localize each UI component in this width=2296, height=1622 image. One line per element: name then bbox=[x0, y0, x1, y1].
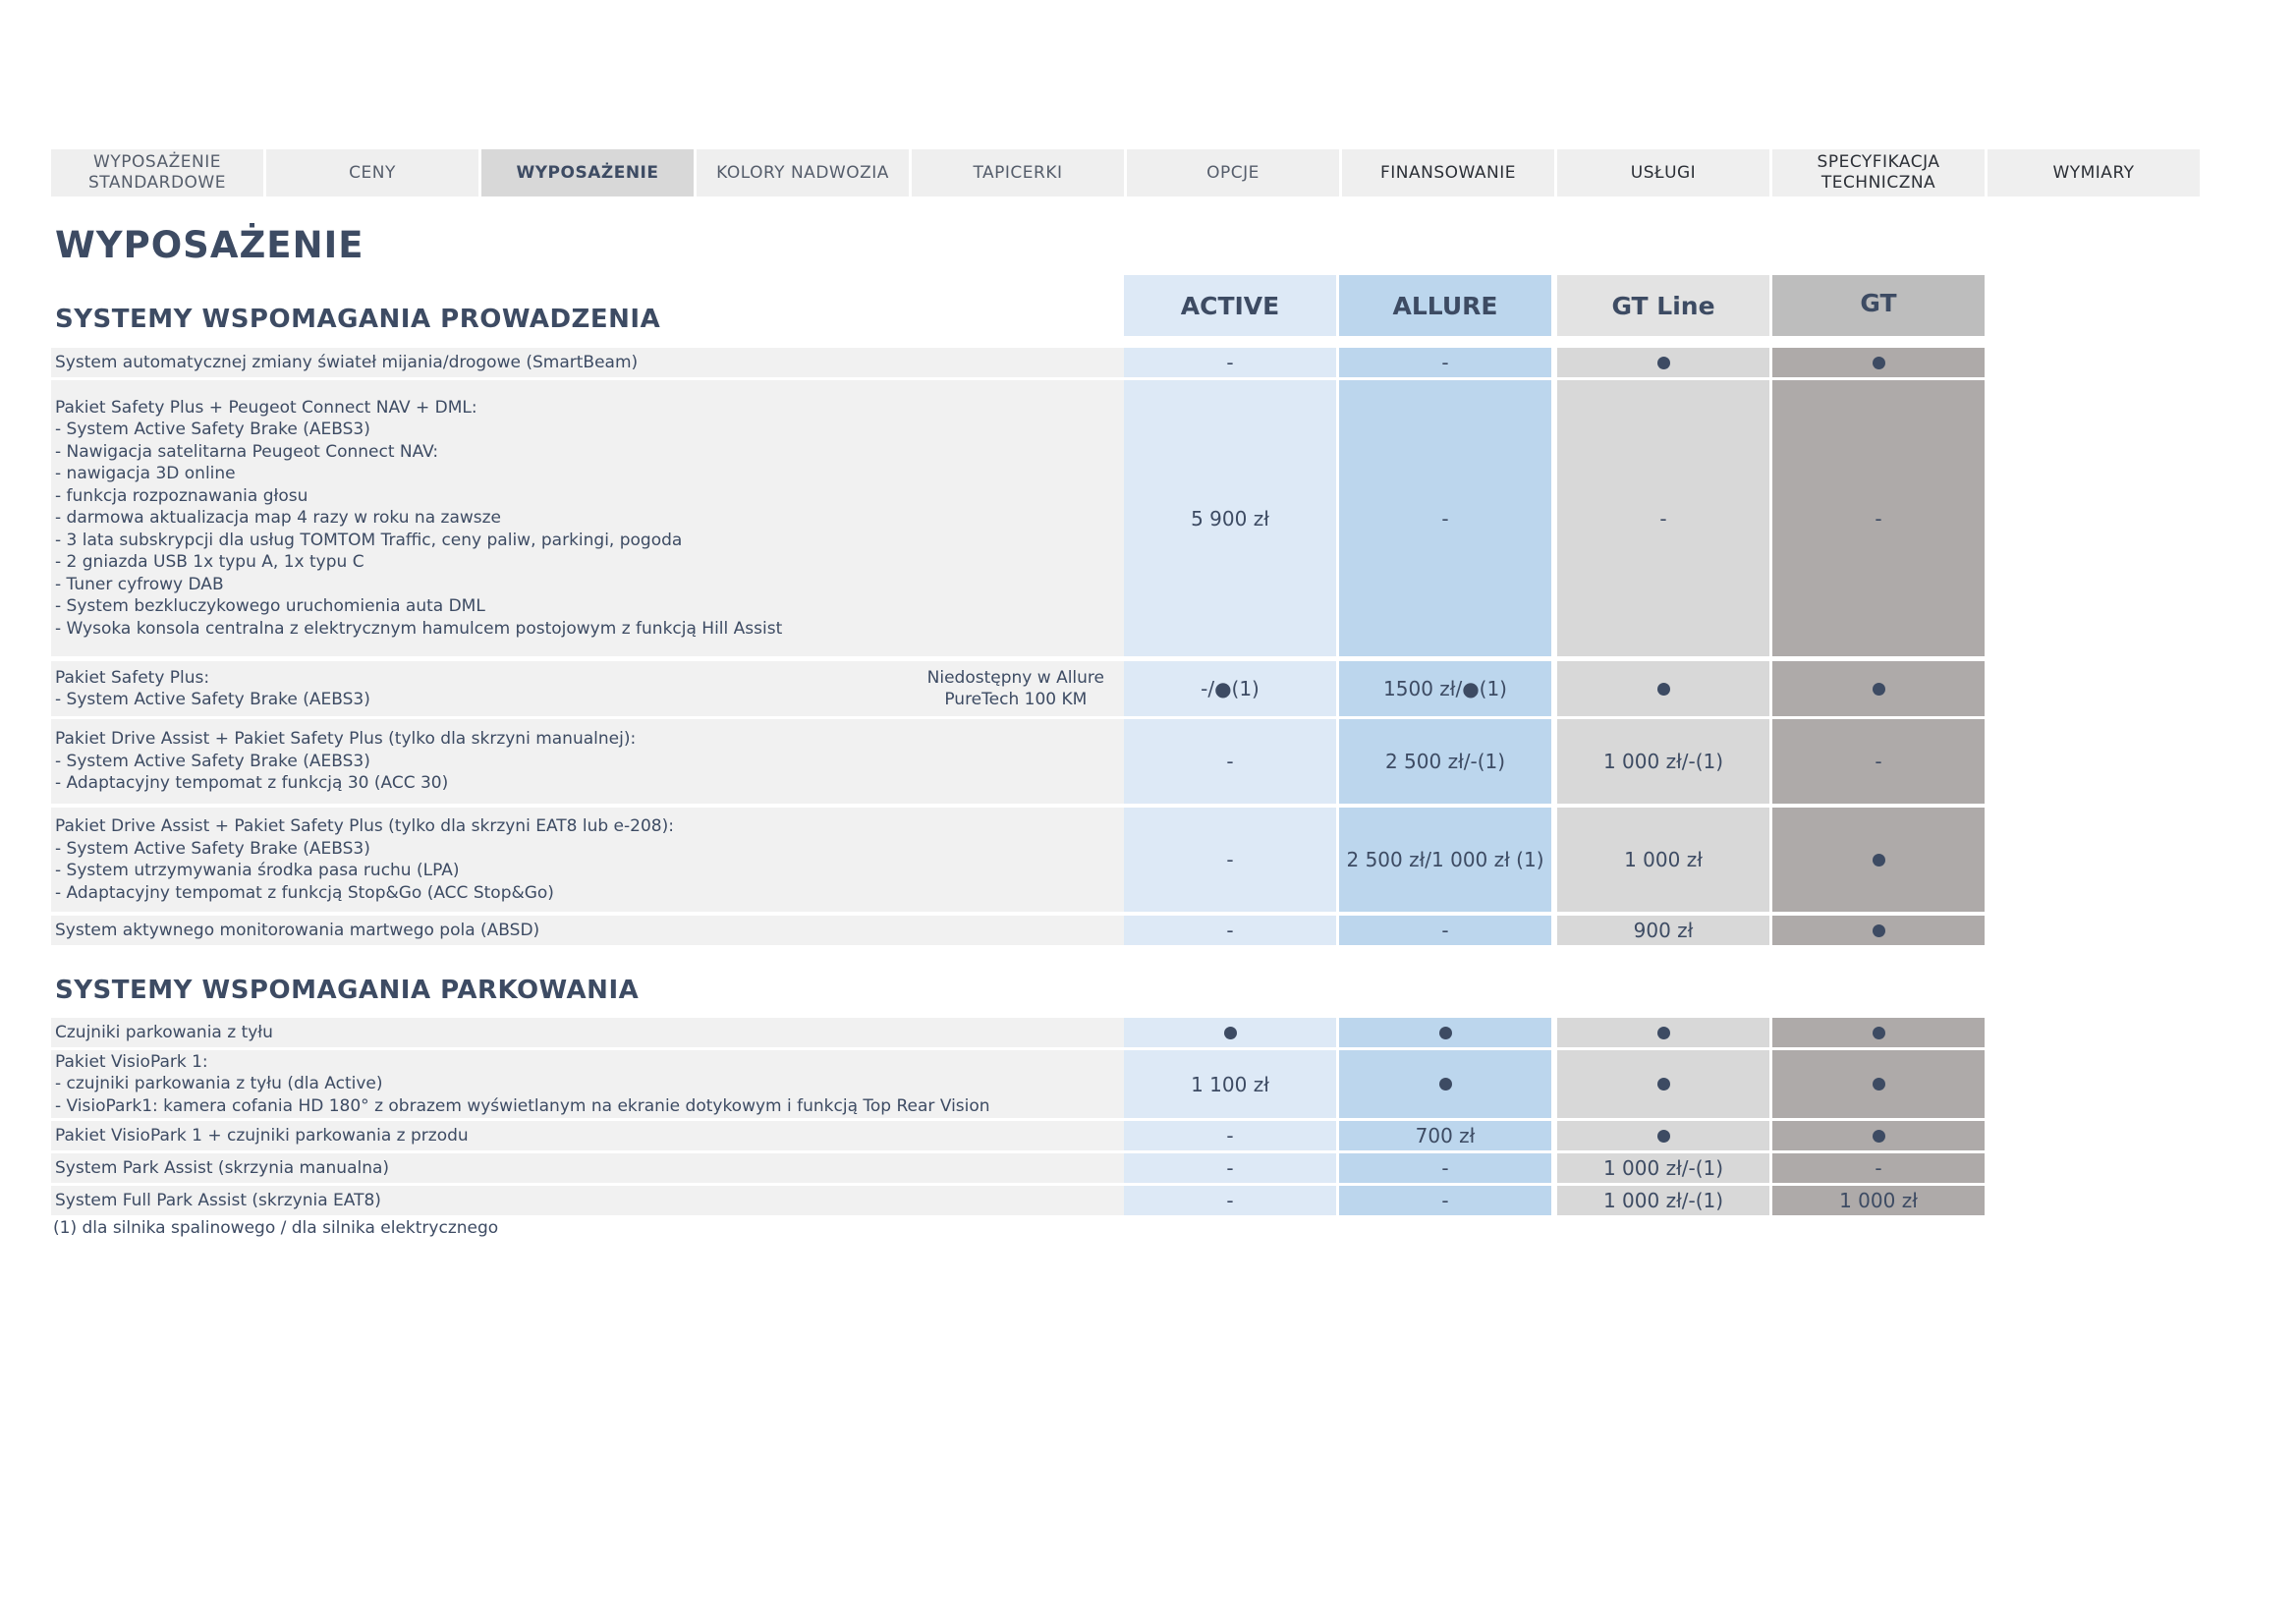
cell-allure: - bbox=[1339, 1153, 1551, 1183]
included-dot-icon bbox=[1873, 1027, 1885, 1039]
cell-gt bbox=[1772, 808, 1985, 912]
column-header-active: ACTIVE bbox=[1124, 275, 1336, 336]
cell-allure bbox=[1339, 1050, 1551, 1118]
included-dot-icon bbox=[1657, 683, 1670, 696]
row-label-line: - System Active Safety Brake (AEBS3) bbox=[55, 690, 370, 709]
cell-gt-line bbox=[1557, 1121, 1769, 1150]
cell-active: - bbox=[1124, 1121, 1336, 1150]
included-dot-icon bbox=[1873, 357, 1885, 369]
cell-gt-line bbox=[1557, 1018, 1769, 1047]
row-label-line: - czujniki parkowania z tyłu (dla Active) bbox=[55, 1074, 383, 1094]
row-label-line: Czujniki parkowania z tyłu bbox=[55, 1022, 273, 1042]
cell-gt-line bbox=[1557, 1050, 1769, 1118]
row-label bbox=[51, 1121, 1124, 1150]
row-label bbox=[51, 808, 1124, 912]
row-label-line: System Park Assist (skrzynia manualna) bbox=[55, 1157, 390, 1178]
row-label-line: System automatycznej zmiany świateł mijania/drogowe (SmartBeam) bbox=[55, 352, 639, 372]
cell-gt: - bbox=[1772, 719, 1985, 804]
cell-gt-line bbox=[1557, 348, 1769, 377]
included-dot-icon bbox=[1439, 1027, 1452, 1039]
included-dot-icon bbox=[1657, 1130, 1670, 1143]
cell-allure: - bbox=[1339, 1186, 1551, 1215]
row-label-line: - System utrzymywania środka pasa ruchu (LPA) bbox=[55, 861, 460, 880]
row-label bbox=[51, 719, 1124, 804]
row-label-line: - 2 gniazda USB 1x typu A, 1x typu C bbox=[55, 552, 364, 573]
row-label bbox=[51, 1153, 1124, 1183]
cell-gt bbox=[1772, 916, 1985, 945]
row-label bbox=[51, 1186, 1124, 1215]
table-row bbox=[51, 1121, 2006, 1150]
cell-gt bbox=[1772, 661, 1985, 716]
row-label-line: Pakiet Drive Assist + Pakiet Safety Plus (tylko dla skrzyni manualnej): bbox=[55, 729, 637, 750]
row-label-line: - System Active Safety Brake (AEBS3) bbox=[55, 838, 370, 859]
row-label-line: - Nawigacja satelitarna Peugeot Connect NAV: bbox=[55, 441, 439, 462]
cell-allure: - bbox=[1339, 380, 1551, 656]
footnote: (1) dla silnika spalinowego / dla silnika elektrycznego bbox=[53, 1218, 499, 1238]
column-header-gt: GT bbox=[1772, 275, 1985, 336]
cell-allure: 700 zł bbox=[1339, 1121, 1551, 1150]
row-label-line: - System Active Safety Brake (AEBS3) bbox=[55, 419, 370, 440]
tab-uslugi[interactable]: USŁUGI bbox=[1557, 149, 1769, 196]
cell-allure: 2 500 zł/1 000 zł (1) bbox=[1339, 808, 1551, 912]
cell-active: - bbox=[1124, 808, 1336, 912]
table-row bbox=[51, 916, 2006, 945]
row-label-line: Pakiet Drive Assist + Pakiet Safety Plus (tylko dla skrzyni EAT8 lub e-208): bbox=[55, 816, 674, 836]
table-row bbox=[51, 661, 2006, 716]
row-label-line: Pakiet Safety Plus: bbox=[55, 667, 210, 688]
availability-note: Niedostępny w Allure PureTech 100 KM bbox=[926, 668, 1104, 709]
cell-allure: - bbox=[1339, 348, 1551, 377]
cell-allure: 1500 zł/●(1) bbox=[1339, 661, 1551, 716]
cell-gt bbox=[1772, 1050, 1985, 1118]
row-label bbox=[51, 380, 1124, 656]
row-label-line: - System bezkluczykowego uruchomienia auta DML bbox=[55, 596, 485, 617]
cell-allure bbox=[1339, 1018, 1551, 1047]
cell-active: - bbox=[1124, 916, 1336, 945]
cell-gt: - bbox=[1772, 1153, 1985, 1183]
table-row bbox=[51, 348, 2006, 377]
row-label-line: - Adaptacyjny tempomat z funkcją 30 (ACC 30) bbox=[55, 773, 449, 794]
row-label-line: Pakiet VisioPark 1: bbox=[55, 1051, 208, 1072]
row-label bbox=[51, 661, 1124, 716]
page-title: WYPOSAŻENIE bbox=[55, 224, 364, 266]
column-header-gt-line: GT Line bbox=[1557, 275, 1769, 336]
row-label-line: - Tuner cyfrowy DAB bbox=[55, 574, 224, 594]
included-dot-icon bbox=[1224, 1027, 1237, 1039]
tab-wyposazenie[interactable]: WYPOSAŻENIE bbox=[481, 149, 694, 196]
cell-allure: - bbox=[1339, 916, 1551, 945]
cell-gt-line: 1 000 zł/-(1) bbox=[1557, 719, 1769, 804]
tab-wymiary[interactable]: WYMIARY bbox=[1988, 149, 2200, 196]
included-dot-icon bbox=[1657, 1027, 1670, 1039]
column-header-allure: ALLURE bbox=[1339, 275, 1551, 336]
cell-gt-line bbox=[1557, 661, 1769, 716]
table-row bbox=[51, 1186, 2006, 1215]
tab-opcje[interactable]: OPCJE bbox=[1127, 149, 1339, 196]
row-label-line: - VisioPark1: kamera cofania HD 180° z obrazem wyświetlanym na ekranie dotykowym i funkcją Top Rear Vision bbox=[55, 1095, 990, 1116]
table-row bbox=[51, 808, 2006, 912]
row-label bbox=[51, 916, 1124, 945]
cell-active: - bbox=[1124, 348, 1336, 377]
cell-active: - bbox=[1124, 719, 1336, 804]
cell-gt-line: 1 000 zł/-(1) bbox=[1557, 1153, 1769, 1183]
cell-active: 5 900 zł bbox=[1124, 380, 1336, 656]
table-row bbox=[51, 1153, 2006, 1183]
included-dot-icon bbox=[1873, 683, 1885, 696]
row-label-line: - Wysoka konsola centralna z elektrycznym hamulcem postojowym z funkcją Hill Assist bbox=[55, 618, 783, 639]
row-label-line: System Full Park Assist (skrzynia EAT8) bbox=[55, 1190, 381, 1210]
row-label bbox=[51, 1018, 1124, 1047]
table-row bbox=[51, 380, 2006, 656]
cell-allure: 2 500 zł/-(1) bbox=[1339, 719, 1551, 804]
included-dot-icon bbox=[1439, 1078, 1452, 1091]
cell-gt-line: 900 zł bbox=[1557, 916, 1769, 945]
row-label-line: - System Active Safety Brake (AEBS3) bbox=[55, 751, 370, 771]
cell-active: - bbox=[1124, 1186, 1336, 1215]
section-title-prowadzenia: SYSTEMY WSPOMAGANIA PROWADZENIA bbox=[55, 305, 661, 334]
table-row bbox=[51, 1050, 2006, 1118]
row-label-line: - 3 lata subskrypcji dla usług TOMTOM Traffic, ceny paliw, parkingi, pogoda bbox=[55, 530, 683, 550]
cell-gt-line: 1 000 zł/-(1) bbox=[1557, 1186, 1769, 1215]
included-dot-icon bbox=[1873, 854, 1885, 867]
row-label bbox=[51, 348, 1124, 377]
row-label-line: System aktywnego monitorowania martwego pola (ABSD) bbox=[55, 920, 540, 940]
tab-finansowanie[interactable]: FINANSOWANIE bbox=[1342, 149, 1554, 196]
tab-specyfikacja-techniczna[interactable]: SPECYFIKACJA TECHNICZNA bbox=[1772, 149, 1985, 196]
cell-gt-line: - bbox=[1557, 380, 1769, 656]
cell-gt bbox=[1772, 1018, 1985, 1047]
row-label-line: - nawigacja 3D online bbox=[55, 464, 236, 484]
cell-gt-line: 1 000 zł bbox=[1557, 808, 1769, 912]
row-label-line: Pakiet VisioPark 1 + czujniki parkowania z przodu bbox=[55, 1125, 469, 1146]
cell-gt: - bbox=[1772, 380, 1985, 656]
cell-gt bbox=[1772, 1121, 1985, 1150]
cell-gt bbox=[1772, 348, 1985, 377]
cell-active: 1 100 zł bbox=[1124, 1050, 1336, 1118]
included-dot-icon bbox=[1657, 357, 1670, 369]
included-dot-icon bbox=[1657, 1078, 1670, 1091]
section-title-parkowania: SYSTEMY WSPOMAGANIA PARKOWANIA bbox=[55, 976, 640, 1005]
row-label-line: - funkcja rozpoznawania głosu bbox=[55, 485, 308, 506]
included-dot-icon bbox=[1873, 1130, 1885, 1143]
row-label-line: - Adaptacyjny tempomat z funkcją Stop&Go (ACC Stop&Go) bbox=[55, 882, 554, 903]
cell-active: - bbox=[1124, 1153, 1336, 1183]
tab-ceny[interactable]: CENY bbox=[266, 149, 478, 196]
tab-tapicerki[interactable]: TAPICERKI bbox=[912, 149, 1124, 196]
cell-gt: 1 000 zł bbox=[1772, 1186, 1985, 1215]
table-row bbox=[51, 719, 2006, 804]
cell-active: -/●(1) bbox=[1124, 661, 1336, 716]
row-label-line: - darmowa aktualizacja map 4 razy w roku na zawsze bbox=[55, 508, 502, 529]
row-label-line: Pakiet Safety Plus + Peugeot Connect NAV + DML: bbox=[55, 397, 477, 418]
row-label bbox=[51, 1050, 1124, 1118]
included-dot-icon bbox=[1873, 924, 1885, 937]
tab-kolory-nadwozia[interactable]: KOLORY NADWOZIA bbox=[697, 149, 909, 196]
cell-active bbox=[1124, 1018, 1336, 1047]
tab-wyposazenie-standardowe[interactable]: WYPOSAŻENIE STANDARDOWE bbox=[51, 149, 263, 196]
table-row bbox=[51, 1018, 2006, 1047]
included-dot-icon bbox=[1873, 1078, 1885, 1091]
